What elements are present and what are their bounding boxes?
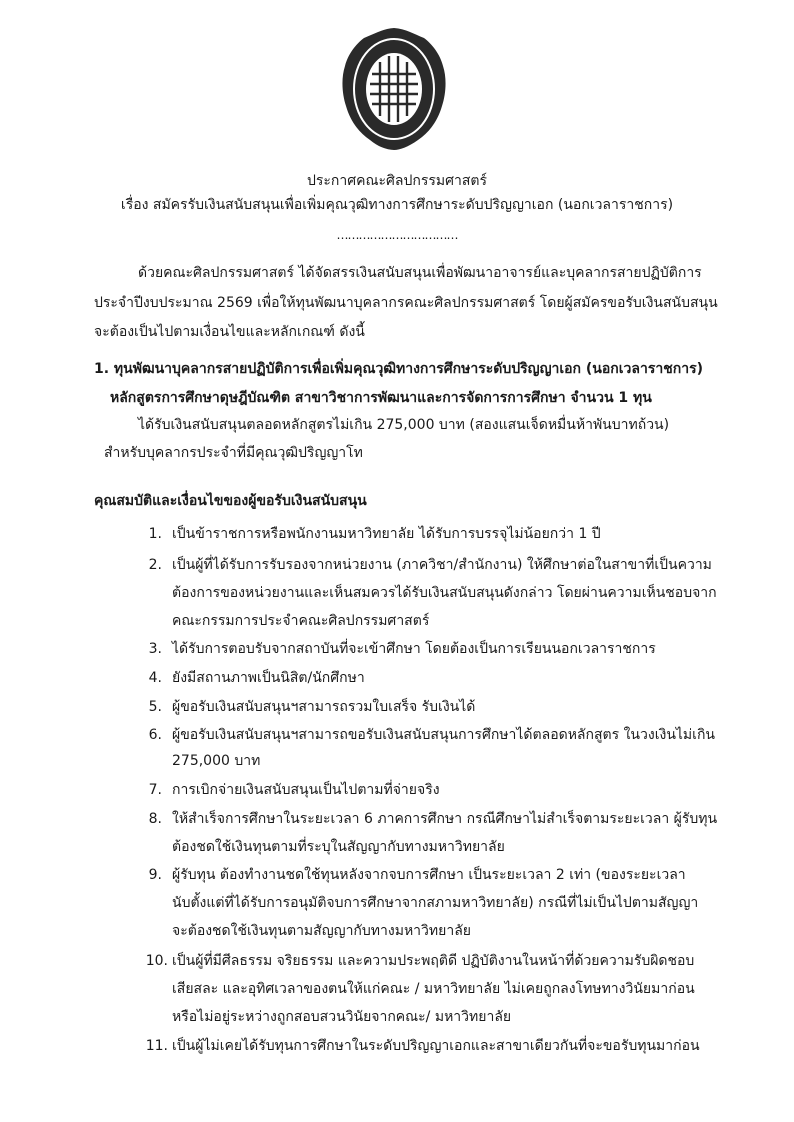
list-item: ต้องการของหน่วยงานและเห็นสมควรได้รับเงินสนับสนุนดังกล่าว โดยผ่านความเห็นชอบจาก (172, 585, 717, 601)
item-number: 4. (148, 670, 162, 686)
section1-detail-line-2: สำหรับบุคลากรประจำที่มีคุณวุฒิปริญญาโท (104, 445, 363, 461)
item-number: 1. (148, 526, 162, 542)
list-item: ให้สำเร็จการศึกษาในระยะเวลา 6 ภาคการศึกษา กรณีศึกษาไม่สำเร็จตามระยะเวลา ผู้รับทุน (172, 811, 718, 827)
list-item: เสียสละ และอุทิศเวลาของตนให้แก่คณะ / มหาวิทยาลัย ไม่เคยถูกลงโทษทางวินัยมาก่อน (172, 981, 695, 997)
list-item: นับตั้งแต่ที่ได้รับการอนุมัติจบการศึกษาจากสภามหาวิทยาลัย) กรณีที่ไม่เป็นไปตามสัญญา (172, 895, 699, 911)
header-separator: …………………………… (336, 228, 458, 242)
university-seal-logo (340, 24, 448, 154)
list-item: ต้องชดใช้เงินทุนตามที่ระบุในสัญญากับทางมหาวิทยาลัย (172, 839, 505, 855)
list-item: ผู้ขอรับเงินสนับสนุนฯสามารถรวมใบเสร็จ รับเงินได้ (172, 699, 476, 715)
item-number: 11. (145, 1038, 168, 1054)
qualifications-heading: คุณสมบัติและเงื่อนไขของผู้ขอรับเงินสนับสนุน (94, 493, 367, 509)
list-item: 275,000 บาท (172, 753, 261, 769)
list-item: เป็นผู้ที่มีศีลธรรม จริยธรรม และความประพฤติดี ปฏิบัติงานในหน้าที่ด้วยความรับผิดชอบ (172, 953, 695, 969)
intro-line-3: จะต้องเป็นไปตามเงื่อนไขและหลักเกณฑ์ ดังนี้ (94, 324, 365, 340)
item-number: 7. (148, 782, 162, 798)
item-number: 9. (148, 867, 162, 883)
list-item: ได้รับการตอบรับจากสถาบันที่จะเข้าศึกษา โดยต้องเป็นการเรียนนอกเวลาราชการ (172, 641, 656, 657)
list-item: เป็นผู้ที่ได้รับการรับรองจากหน่วยงาน (ภาควิชา/สำนักงาน) ให้ศึกษาต่อในสาขาที่เป็นความ (172, 557, 712, 573)
list-item: ผู้ขอรับเงินสนับสนุนฯสามารถขอรับเงินสนับสนุนการศึกษาได้ตลอดหลักสูตร ในวงเงินไม่เกิน (172, 727, 715, 743)
intro-line-1: ด้วยคณะศิลปกรรมศาสตร์ ได้จัดสรรเงินสนับสนุนเพื่อพัฒนาอาจารย์และบุคลากรสายปฏิบัติการ (138, 265, 702, 281)
item-number: 8. (148, 811, 162, 827)
section1-heading-line-2: หลักสูตรการศึกษาดุษฎีบัณฑิต สาขาวิชาการพัฒนาและการจัดการการศึกษา จำนวน 1 ทุน (110, 390, 652, 406)
list-item: จะต้องชดใช้เงินทุนตามสัญญากับทางมหาวิทยาลัย (172, 923, 471, 939)
intro-line-2: ประจำปีงบประมาณ 2569 เพื่อให้ทุนพัฒนาบุคลากรคณะศิลปกรรมศาสตร์ โดยผู้สมัครขอรับเงินสนับสนุน (94, 295, 718, 311)
item-number: 3. (148, 641, 162, 657)
item-number: 2. (148, 557, 162, 573)
list-item: ยังมีสถานภาพเป็นนิสิต/นักศึกษา (172, 670, 365, 686)
list-item: ผู้รับทุน ต้องทำงานชดใช้ทุนหลังจากจบการศึกษา เป็นระยะเวลา 2 เท่า (ของระยะเวลา (172, 867, 686, 883)
list-item: คณะกรรมการประจำคณะศิลปกรรมศาสตร์ (172, 613, 430, 629)
section1-heading-line-1: 1. ทุนพัฒนาบุคลากรสายปฏิบัติการเพื่อเพิ่มคุณวุฒิทางการศึกษาระดับปริญญาเอก (นอกเวลาราชการ) (94, 361, 703, 377)
item-number: 10. (145, 953, 168, 969)
list-item: เป็นผู้ไม่เคยได้รับทุนการศึกษาในระดับปริญญาเอกและสาขาเดียวกันที่จะขอรับทุนมาก่อน (172, 1038, 700, 1054)
item-number: 6. (148, 727, 162, 743)
announcement-title: ประกาศคณะศิลปกรรมศาสตร์ (306, 173, 488, 189)
section1-detail-line-1: ได้รับเงินสนับสนุนตลอดหลักสูตรไม่เกิน 275,000 บาท (สองแสนเจ็ดหมื่นห้าพันบาทถ้วน) (138, 417, 670, 433)
item-number: 5. (148, 699, 162, 715)
list-item: หรือไม่อยู่ระหว่างถูกสอบสวนวินัยจากคณะ/ มหาวิทยาลัย (172, 1009, 512, 1025)
list-item: เป็นข้าราชการหรือพนักงานมหาวิทยาลัย ได้รับการบรรจุไม่น้อยกว่า 1 ปี (172, 526, 601, 542)
announcement-subject: เรื่อง สมัครรับเงินสนับสนุนเพื่อเพิ่มคุณวุฒิทางการศึกษาระดับปริญญาเอก (นอกเวลาราชการ) (120, 197, 674, 213)
list-item: การเบิกจ่ายเงินสนับสนุนเป็นไปตามที่จ่ายจริง (172, 782, 440, 798)
